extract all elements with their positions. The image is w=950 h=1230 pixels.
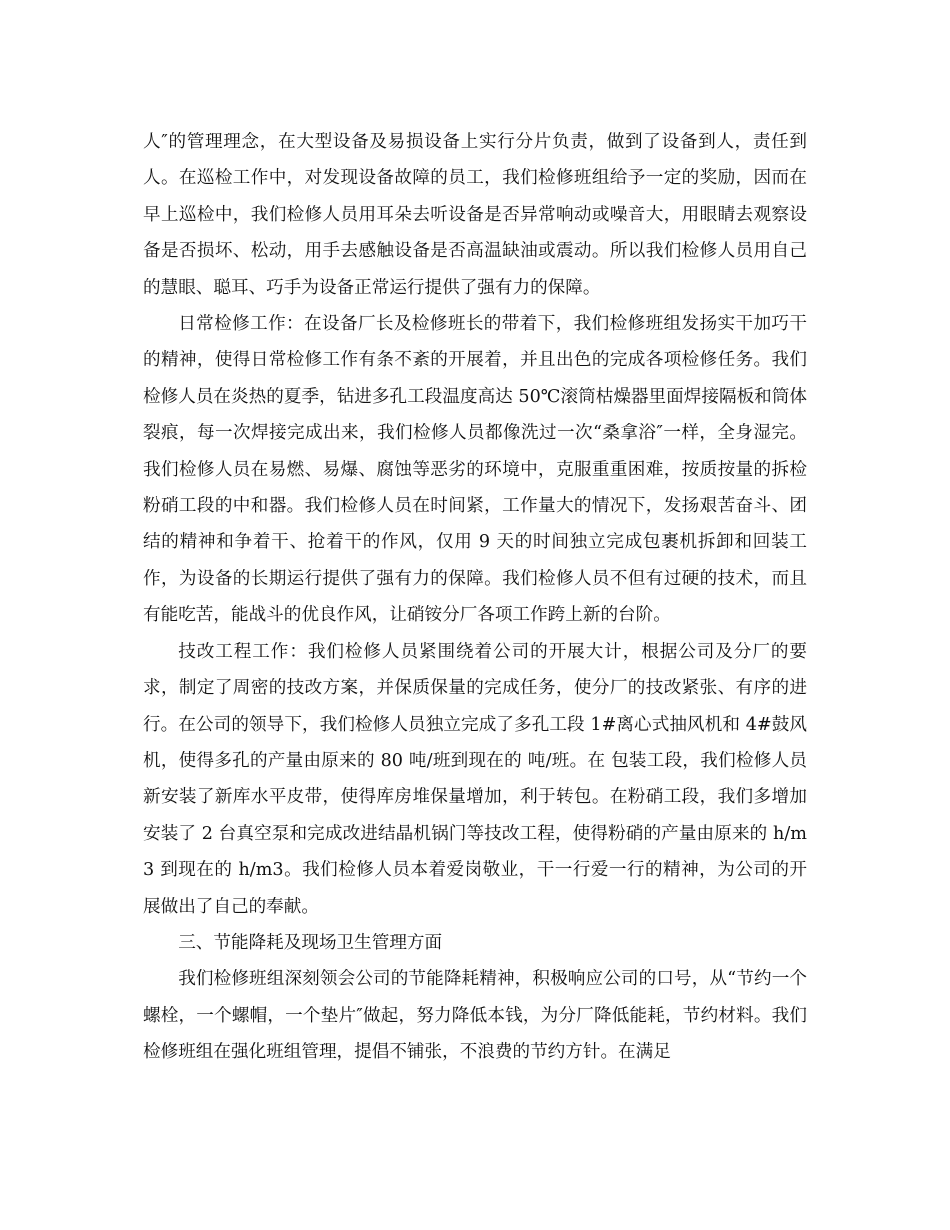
section-heading-energy-saving: 三、节能降耗及现场卫生管理方面 [178,932,443,953]
paragraph-energy-saving: 我们检修班组深刻领会公司的节能降耗精神，积极响应公司的口号，从“节约一个螺栓，一个螺帽，一个垫片″做起，努力降低本钱，为分厂降低能耗，节约材料。我们检修班组在强化班组管理，提倡不铺张，不浪费的节约方针。在满足 [143,969,807,1063]
paragraph-technical-renovation: 技改工程工作：我们检修人员紧围绕着公司的开展大计，根据公司及分厂的要求，制定了周密的技改方案，并保质保量的完成任务，使分厂的技改紧张、有序的进行。在公司的领导下，我们检修人员独立完成了多孔工段 1#离心式抽风机和 4#鼓风机，使得多孔的产量由原来的 80 吨/班到现在的 吨/班。在 包装工段，我们检修人员新安装了新库水平皮带，使得库房堆保量增加，利于转包。在粉硝工段，我们多增加安装了 2 台真空泵和完成改进结晶机锅门等技改工程，使得粉硝的产量由原来的 h/m3 到现在的 h/m3。我们检修人员本着爱岗敬业，干一行爱一行的精神，为公司的开展做出了自己的奉献。 [143,641,807,917]
paragraph-daily-maintenance: 日常检修工作：在设备厂长及检修班长的带着下，我们检修班组发扬实干加巧干的精神，使得日常检修工作有条不紊的开展着，并且出色的完成各项检修任务。我们检修人员在炎热的夏季，钻进多孔工段温度高达 50℃滚筒枯燥器里面焊接隔板和筒体裂痕，每一次焊接完成出来，我们检修人员都像洗过一次“桑拿浴″一样，全身湿完。我们检修人员在易燃、易爆、腐蚀等恶劣的环境中，克服重重困难，按质按量的拆检粉硝工段的中和器。我们检修人员在时间紧，工作量大的情况下，发扬艰苦奋斗、团结的精神和争着干、抢着干的作风，仅用 9 天的时间独立完成包裹机拆卸和回装工作，为设备的长期运行提供了强有力的保障。我们检修人员不但有过硬的技术，而且有能吃苦，能战斗的优良作风，让硝铵分厂各项工作跨上新的台阶。 [143,314,807,626]
document-body [143,124,807,1071]
paragraph-continuation: 人″的管理理念，在大型设备及易损设备上实行分片负责，做到了设备到人，责任到人。在巡检工作中，对发现设备故障的员工，我们检修班组给予一定的奖励，因而在早上巡检中，我们检修人员用耳朵去听设备是否异常响动或噪音大，用眼睛去观察设备是否损坏、松动，用手去感触设备是否高温缺油或震动。所以我们检修人员用自己的慧眼、聪耳、巧手为设备正常运行提供了强有力的保障。 [143,132,807,298]
